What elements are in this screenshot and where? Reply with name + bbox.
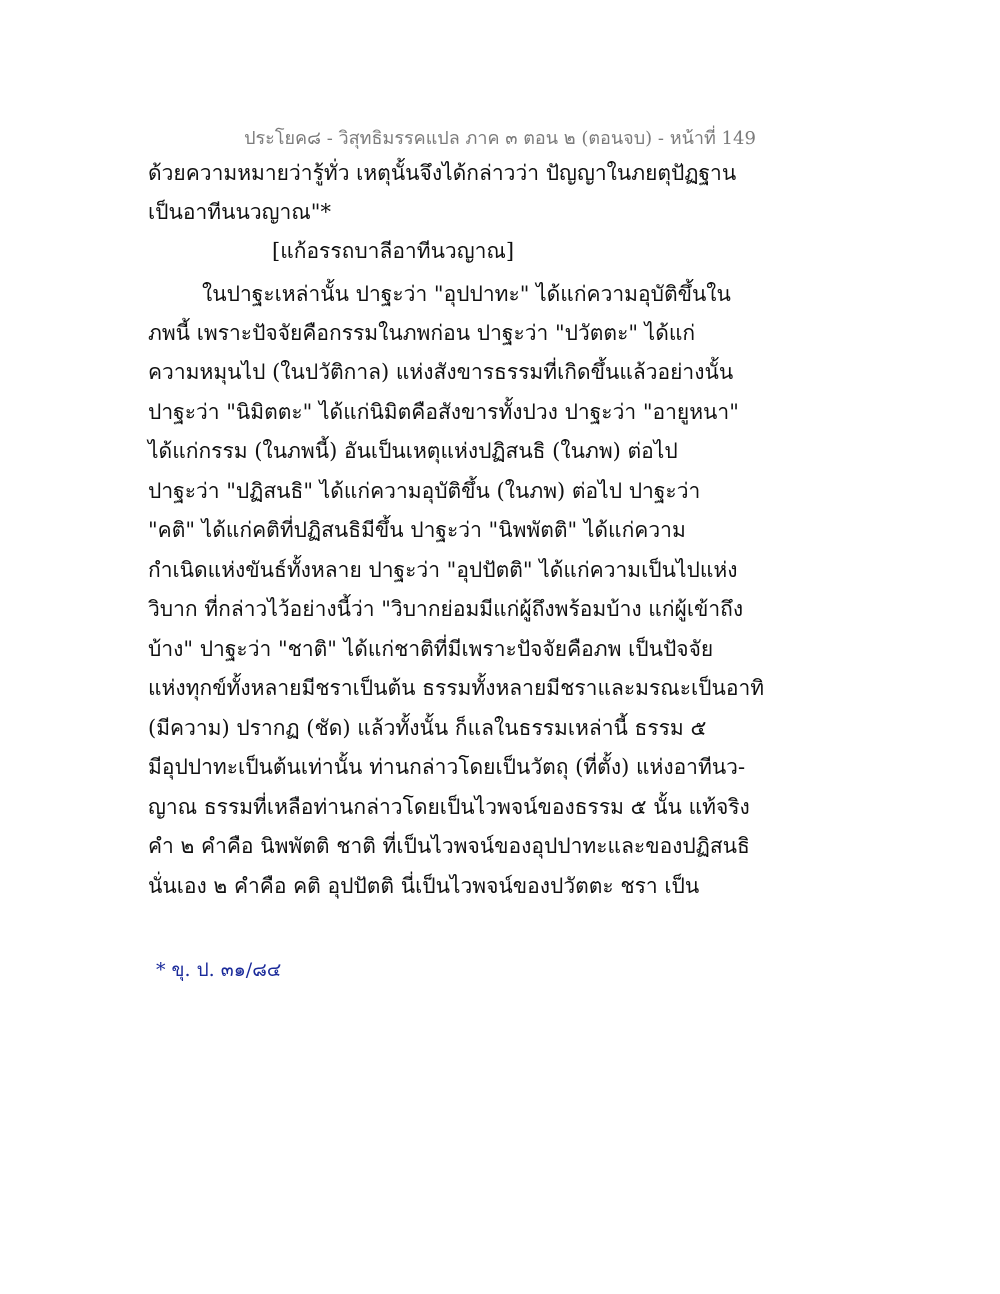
body-line: ด้วยความหมายว่ารู้ทั่ว เหตุนั้นจึงได้กล่าวว่า ปัญญาในภยตุปัฏฐาน (148, 161, 737, 185)
body-line: แห่งทุกข์ทั้งหลายมีชราเป็นต้น ธรรมทั้งหลายมีชราและมรณะเป็นอาทิ (148, 676, 765, 700)
body-line: (มีความ) ปรากฏ (ชัด) แล้วทั้งนั้น ก็แลในธรรมเหล่านี้ ธรรม ๕ (148, 716, 707, 740)
section-heading: [แก้อรรถบาลีอาทีนวญาณ] (272, 239, 515, 263)
body-line: ปาฐะว่า "ปฏิสนธิ" ได้แก่ความอุบัติขึ้น (ในภพ) ต่อไป ปาฐะว่า (148, 479, 701, 503)
body-line: ภพนี้ เพราะปัจจัยคือกรรมในภพก่อน ปาฐะว่า "ปวัตตะ" ได้แก่ (148, 321, 696, 345)
body-line: ได้แก่กรรม (ในภพนี้) อันเป็นเหตุแห่งปฏิสนธิ (ในภพ) ต่อไป (148, 439, 678, 463)
body-line: บ้าง" ปาฐะว่า "ชาติ" ได้แก่ชาติที่มีเพราะปัจจัยคือภพ เป็นปัจจัย (148, 637, 714, 661)
body-line: ในปาฐะเหล่านั้น ปาฐะว่า "อุปปาทะ" ได้แก่ความอุบัติขึ้นใน (202, 282, 731, 306)
running-header (0, 123, 1000, 152)
running-header-text: ประโยค๘ - วิสุทธิมรรคแปล ภาค ๓ ตอน ๒ (ตอนจบ) - หน้าที่ 149 (244, 128, 756, 149)
body-line: ความหมุนไป (ในปวัติกาล) แห่งสังขารธรรมที่เกิดขึ้นแล้วอย่างนั้น (148, 360, 734, 384)
body-line: วิบาก ที่กล่าวไว้อย่างนี้ว่า "วิบากย่อมมีแก่ผู้ถึงพร้อมบ้าง แก่ผู้เข้าถึง (148, 597, 744, 621)
body-line: ญาณ ธรรมที่เหลือท่านกล่าวโดยเป็นไวพจน์ของธรรม ๕ นั้น แท้จริง (148, 795, 750, 819)
body-line: มีอุปปาทะเป็นต้นเท่านั้น ท่านกล่าวโดยเป็นวัตถุ (ที่ตั้ง) แห่งอาทีนว- (148, 755, 746, 779)
body-line: กำเนิดแห่งขันธ์ทั้งหลาย ปาฐะว่า "อุปปัตติ" ได้แก่ความเป็นไปแห่ง (148, 558, 738, 582)
body-line: คำ ๒ คำคือ นิพพัตติ ชาติ ที่เป็นไวพจน์ของอุปปาทะและของปฏิสนธิ (148, 834, 750, 858)
footnote: * ขุ. ป. ๓๑/๘๔ (156, 959, 282, 981)
body-line: "คติ" ได้แก่คติที่ปฏิสนธิมีขึ้น ปาฐะว่า "นิพพัตติ" ได้แก่ความ (148, 518, 686, 542)
body-line: นั่นเอง ๒ คำคือ คติ อุปปัตติ นี่เป็นไวพจน์ของปวัตตะ ชรา เป็น (148, 874, 700, 898)
body-line: เป็นอาทีนนวญาณ"* (148, 200, 331, 224)
body-line: ปาฐะว่า "นิมิตตะ" ได้แก่นิมิตคือสังขารทั้งปวง ปาฐะว่า "อายูหนา" (148, 400, 739, 424)
